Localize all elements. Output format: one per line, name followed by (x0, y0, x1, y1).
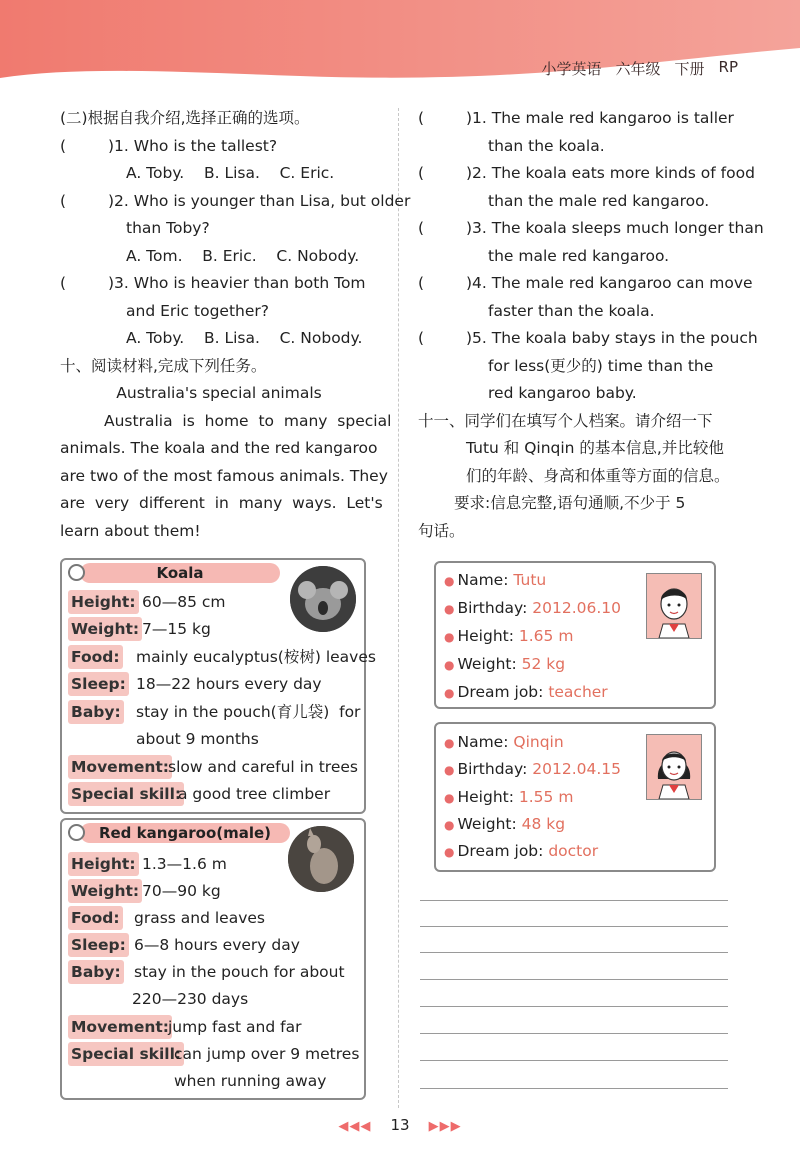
kangaroo-title: Red kangaroo(male) (80, 823, 290, 843)
kangaroo-height: 1.3—1.6 m (142, 855, 227, 873)
tf-3-cont: the male red kangaroo. (488, 246, 670, 265)
question-2-cont: than Toby? (126, 219, 210, 237)
bullet-icon: ● (444, 658, 455, 672)
qinqin-name: Qinqin (513, 733, 564, 751)
koala-movement: slow and careful in trees (168, 758, 358, 776)
tf-1-cont: than the koala. (488, 136, 605, 155)
qinqin-birthday: 2012.04.15 (532, 760, 621, 778)
koala-skill-label: Special skill: (68, 782, 184, 806)
bullet-icon: ● (444, 791, 455, 805)
writing-line[interactable] (420, 1033, 728, 1034)
qinqin-weight: 48 kg (521, 815, 566, 833)
tf-5: ( )5. The koala baby stays in the pouch (418, 329, 758, 347)
kangaroo-skill-label: Special skill: (68, 1042, 184, 1066)
ring-icon (68, 564, 85, 581)
section-eleven-heading-2: Tutu 和 Qinqin 的基本信息,并比较他 (466, 439, 724, 457)
right-column (418, 105, 764, 545)
qinqin-profile-card: ● Name: Qinqin ● Birthday: 2012.04.15 ● Height: 1.55 m ● Weight: 48 kg ● Dream job: doctor (434, 722, 716, 872)
writing-line[interactable] (420, 926, 728, 927)
koala-sleep: 18—22 hours every day (136, 675, 322, 693)
girl-avatar-icon (646, 734, 702, 800)
kangaroo-sleep-label: Sleep: (68, 933, 129, 957)
section-ten-heading: 十、阅读材料,完成下列任务。 (60, 356, 267, 375)
left-arrows-icon: ◀◀◀ (338, 1119, 372, 1134)
writing-line[interactable] (420, 979, 728, 980)
passage-title: Australia's special animals (116, 384, 322, 402)
tutu-job: teacher (548, 683, 608, 701)
requirement-2: 句话。 (418, 521, 465, 540)
passage-line-3: are two of the most famous animals. They (60, 466, 388, 485)
question-3: ( )3. Who is heavier than both Tom (60, 274, 366, 292)
passage-line-5: learn about them! (60, 521, 201, 540)
koala-weight-label: Weight: (68, 617, 142, 641)
koala-height: 60—85 cm (142, 593, 226, 611)
question-2-options: A. Tom. B. Eric. C. Nobody. (126, 246, 360, 265)
tf-2-cont: than the male red kangaroo. (488, 191, 710, 210)
kangaroo-photo (288, 826, 354, 892)
koala-food: mainly eucalyptus(桉树) leaves (136, 648, 376, 666)
koala-title: Koala (80, 563, 280, 583)
kangaroo-baby-1: stay in the pouch for about (134, 963, 345, 981)
qinqin-height: 1.55 m (518, 788, 574, 806)
section-eleven-heading: 十一、同学们在填写个人档案。请介绍一下 (418, 411, 713, 430)
requirement-1: 要求:信息完整,语句通顺,不少于 5 (454, 494, 686, 512)
bullet-icon: ● (444, 736, 455, 750)
tf-3: ( )3. The koala sleeps much longer than (418, 219, 764, 237)
writing-line[interactable] (420, 1006, 728, 1007)
kangaroo-height-label: Height: (68, 852, 139, 876)
question-3-options: A. Toby. B. Lisa. C. Nobody. (126, 329, 363, 347)
tf-4: ( )4. The male red kangaroo can move (418, 274, 753, 292)
tf-5-cont: for less(更少的) time than the (488, 356, 714, 375)
koala-photo (290, 566, 356, 632)
header-volume: 下册 (674, 60, 705, 78)
kangaroo-movement-label: Movement: (68, 1015, 172, 1039)
ring-icon (68, 824, 85, 841)
kangaroo-movement: jump fast and far (168, 1018, 302, 1036)
tutu-height: 1.65 m (518, 627, 574, 645)
qinqin-job: doctor (548, 842, 599, 860)
koala-card (60, 558, 376, 814)
tf-2: ( )2. The koala eats more kinds of food (418, 164, 755, 182)
koala-sleep-label: Sleep: (68, 672, 129, 696)
writing-line[interactable] (420, 1088, 728, 1089)
header-subject: 小学英语 (541, 60, 602, 78)
kangaroo-card (60, 818, 366, 1100)
writing-line[interactable] (420, 952, 728, 953)
passage-line-4: are very different in many ways. Let's (60, 494, 383, 512)
question-1-options: A. Toby. B. Lisa. C. Eric. (126, 164, 335, 182)
kangaroo-food: grass and leaves (134, 909, 266, 927)
section-eleven-heading-3: 们的年龄、身高和体重等方面的信息。 (466, 466, 730, 485)
tutu-name: Tutu (513, 571, 547, 589)
tf-4-cont: faster than the koala. (488, 301, 655, 320)
boy-avatar-icon (646, 573, 702, 639)
header-grade: 六年级 (615, 60, 661, 78)
koala-food-label: Food: (68, 645, 123, 669)
writing-line[interactable] (420, 900, 728, 901)
koala-weight: 7—15 kg (142, 620, 211, 638)
column-divider (398, 108, 399, 1108)
tf-5-cont2: red kangaroo baby. (488, 384, 637, 402)
bullet-icon: ● (444, 763, 455, 777)
left-column (60, 105, 411, 545)
kangaroo-weight-label: Weight: (68, 879, 142, 903)
tutu-birthday: 2012.06.10 (532, 599, 621, 617)
koala-baby-1: stay in the pouch(育儿袋) for (136, 703, 361, 721)
writing-line[interactable] (420, 1060, 728, 1061)
bullet-icon: ● (444, 686, 455, 700)
tutu-profile-card: ● Name: Tutu ● Birthday: 2012.06.10 ● Height: 1.65 m ● Weight: 52 kg ● Dream job: teacher (434, 561, 716, 709)
tf-1: ( )1. The male red kangaroo is taller (418, 109, 734, 127)
kangaroo-sleep: 6—8 hours every day (134, 936, 300, 954)
right-arrows-icon: ▶▶▶ (428, 1119, 462, 1134)
bullet-icon: ● (444, 574, 455, 588)
kangaroo-baby-2: 220—230 days (132, 990, 249, 1008)
kangaroo-baby-label: Baby: (68, 960, 124, 984)
bullet-icon: ● (444, 845, 455, 859)
header-edition: RP (718, 58, 738, 76)
koala-baby-label: Baby: (68, 700, 124, 724)
bullet-icon: ● (444, 602, 455, 616)
question-1: ( )1. Who is the tallest? (60, 136, 278, 155)
bullet-icon: ● (444, 818, 455, 832)
passage-line-1: Australia is home to many special (104, 411, 392, 430)
passage-line-2: animals. The koala and the red kangaroo (60, 439, 378, 457)
question-2: ( )2. Who is younger than Lisa, but older (60, 191, 411, 210)
kangaroo-weight: 70—90 kg (142, 882, 221, 900)
koala-movement-label: Movement: (68, 755, 172, 779)
koala-skill: a good tree climber (178, 785, 331, 803)
header-info (541, 58, 738, 79)
tutu-weight: 52 kg (521, 655, 566, 673)
kangaroo-skill-2: when running away (174, 1072, 327, 1090)
page-number: 13 (390, 1116, 410, 1134)
bullet-icon: ● (444, 630, 455, 644)
kangaroo-food-label: Food: (68, 906, 123, 930)
page-footer (0, 1116, 800, 1134)
question-3-cont: and Eric together? (126, 301, 269, 320)
section-two-heading: (二)根据自我介绍,选择正确的选项。 (60, 109, 310, 127)
koala-height-label: Height: (68, 590, 139, 614)
kangaroo-skill-1: can jump over 9 metres (174, 1045, 360, 1063)
koala-baby-2: about 9 months (136, 730, 259, 748)
